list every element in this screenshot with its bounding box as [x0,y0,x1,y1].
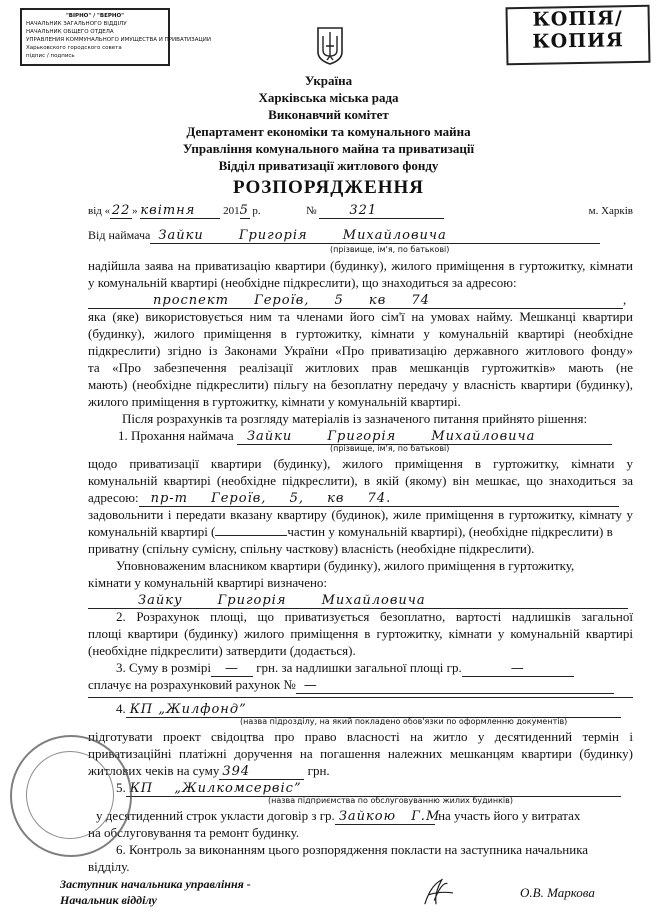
date-month: квітня [140,204,220,219]
item4-label: 4. [116,701,126,716]
copy-stamp [506,5,651,66]
item1-line: приватну (спільну сумісну, спільну часткову) власність (необхідне підкреслити). [88,541,535,556]
item4-line: грн. [307,763,330,778]
verified-stamp-line: УПРАВЛЕНИЯ КОММУНАЛЬНОГО ИМУЩЕСТВА И ПРИВАТИЗАЦИИ [26,37,211,43]
para1-line: у комунальній квартирі (необхідне підкреслити), що знаходиться за адресою: [88,275,517,290]
item5-label: 5. [116,780,126,795]
applicant-name: Зайки Григорія Михайловича [150,229,600,244]
para1-line: надійшла заява на приватизацію квартири (будинку), жилого приміщення в гуртожитку, кімнати [88,258,633,273]
item1-line: кімнати у комунальній квартирі визначено: [88,575,328,590]
item3-line [116,659,633,677]
item1-line4 [88,523,633,540]
item4-line3 [88,762,633,780]
coat-of-arms-icon [316,26,344,66]
verified-stamp-line: підпис / подпись [26,53,75,59]
verified-stamp-line: НАЧАЛЬНИК ОБЩЕГО ОТДЕЛА [26,29,114,35]
authorized-owner: Зайку Григорія Михайловича [88,594,628,609]
para1-line: яка (яке) використовується ним та членами його сім'ї на умовах найму. Мешканці квартири [88,309,633,324]
header-council: Харківська міська рада [258,90,399,105]
copy-stamp-line1: КОПІЯ/ [532,7,624,31]
item1-owner-line [88,591,633,609]
copy-stamp-line2: КОПИЯ [532,29,625,53]
para1-line: та «Про забезпечення реалізації житлових прав мешканців гуртожитків» мають (не [88,360,633,375]
account-number: — [296,679,614,694]
header-department: Департамент економіки та комунального майна [186,124,471,139]
address-field: проспект Героїв, 5 кв 74 [88,294,623,309]
signatory-position2: Начальник відділу [60,893,157,907]
para1-line: (будинку), жилого приміщення в гуртожитку, кімнати у комунальній квартирі (необхідне [88,326,633,341]
item5-unit: КП „Жилкомсервіс” [126,782,621,797]
divider [88,697,633,698]
item1-line: частин у комунальній квартирі), (необхідне підкреслити) в [287,524,613,539]
document-title: РОЗПОРЯДЖЕННЯ [232,177,425,198]
item1-label: 1. Прохання наймача [118,428,234,443]
item4-unit: КП „Жилфонд” [126,703,621,718]
decision-intro: Після розрахунків та розгляду матеріалів із зазначеного питання прийнято рішення: [122,411,588,426]
item1-line: задовольнити і передати вказану квартиру (будинок), жиле приміщення в гуртожитку, кімнату у [88,507,633,522]
item4-line: підготувати проект свідоцтва про право власності на житло у десятиденний термін і [88,729,633,744]
verified-stamp-line: Харьковского городского совета [26,45,122,51]
date-prefix: від « [88,205,111,217]
para1-line: мають) (необхідне підкреслити) пільгу на безоплатну передачу у власність квартири (будинку), [88,377,633,392]
para1-address-line: проспект Героїв, 5 кв 74 , [88,291,633,309]
item5-line: на участь його у витратах [438,808,581,823]
header-committee: Виконавчий комітет [268,107,389,122]
date-year-end: р. [252,205,261,217]
header-directorate: Управління комунального майна та приватизації [182,141,475,156]
item6-line: 6. Контроль за виконанням цього розпорядження покласти на заступника начальника [116,842,589,857]
verified-stamp-line: "ВІРНО" / "ВЕРНО" [65,13,125,19]
number-label: № [306,205,317,217]
item5-line: на обслуговування та ремонт будинку. [88,825,300,840]
verified-stamp-line: НАЧАЛЬНИК ЗАГАЛЬНОГО ВІДДІЛУ [26,21,127,27]
date-mid: » [132,205,138,217]
checks-amount: 394 [219,765,304,780]
para1-line: жилого приміщення в гуртожитку, кімнати у комунальній квартирі. [88,394,461,409]
contract-person: Зайкою Г.М [335,810,435,825]
round-seal [10,735,132,857]
item1-address: пр-т Героїв, 5, кв 74. [139,492,619,507]
item1-line: щодо приватизації квартири (будинку), жилого приміщення в гуртожитку, кімнати у [88,456,633,471]
item5-caption: (назва підприємства по обслуговуванню жилих будинків) [268,796,513,805]
item1-address-label: адресою: [88,490,139,505]
header-country: Україна [304,73,353,88]
signatory-name: О.В. Маркова [520,885,595,900]
date-year-prefix: 201 [223,205,240,217]
applicant-caption: (прізвище, ім'я, по батькові) [330,245,450,254]
item4-caption: (назва підрозділу, на який покладено обов'язки по оформленню документів) [240,717,568,726]
item1-line: комунальній квартирі ( [88,524,216,539]
item4-line: житлових чеків на суму [88,763,220,778]
item6-line: відділу. [88,859,130,874]
verified-stamp [20,8,211,66]
city: м. Харків [588,205,633,217]
item2-line: 2. Розрахунок площі, що приватизується безоплатно, вартості надлишків загальної [116,609,633,624]
item1-line0 [118,427,633,445]
item3-text: 3. Суму в розмірі [116,660,211,675]
signature-icon [420,876,456,908]
item3-text: сплачує на розрахунковий рахунок № [88,677,296,692]
date-year-suffix: 5 [239,203,249,218]
applicant-label: Від наймача [88,228,151,242]
item1-name: Зайки Григорія Михайловича [237,430,612,445]
item2-line: (необхідне підкреслити) затвердити (додається). [88,643,356,658]
item1-address-line [88,489,633,507]
item5-line1 [96,807,633,825]
para1-line: підкреслити) згідно із Законами України «Про приватизацію державного житлового фонду» [88,343,633,358]
item3-person: — [462,662,574,677]
header-division: Відділ приватизації житлового фонду [218,158,439,173]
item2-line: площі квартири (будинку) жилого приміщення в гуртожитку, кімнати у комунальній квартирі [88,626,633,641]
date-day: 22 [111,203,131,218]
item4-line0 [116,700,633,718]
applicant-line [88,227,633,244]
item1-caption: (прізвище, ім'я, по батькові) [330,444,450,453]
item3-line [88,676,633,694]
date-line [88,203,633,220]
order-number: 321 [319,204,444,219]
item5-line0 [116,779,633,797]
item5-line: у десятиденний строк укласти договір з гр. [96,808,335,823]
item1-line: комунальній квартирі (необхідне підкреслити), в якій (якому) він мешкає, що знаходиться за [88,473,633,488]
item3-text: грн. за надлишки загальної площі гр. [256,660,462,675]
item3-sum: — [211,662,253,677]
signatory-position: Заступник начальника управління - [60,877,251,891]
item1-line: Уповноваженим власником квартири (будинку), жилого приміщення в гуртожитку, [116,558,575,573]
item4-line: приватизаційні платіжні доручення на погашення належних мешканцям квартири (будинку) [88,746,633,761]
